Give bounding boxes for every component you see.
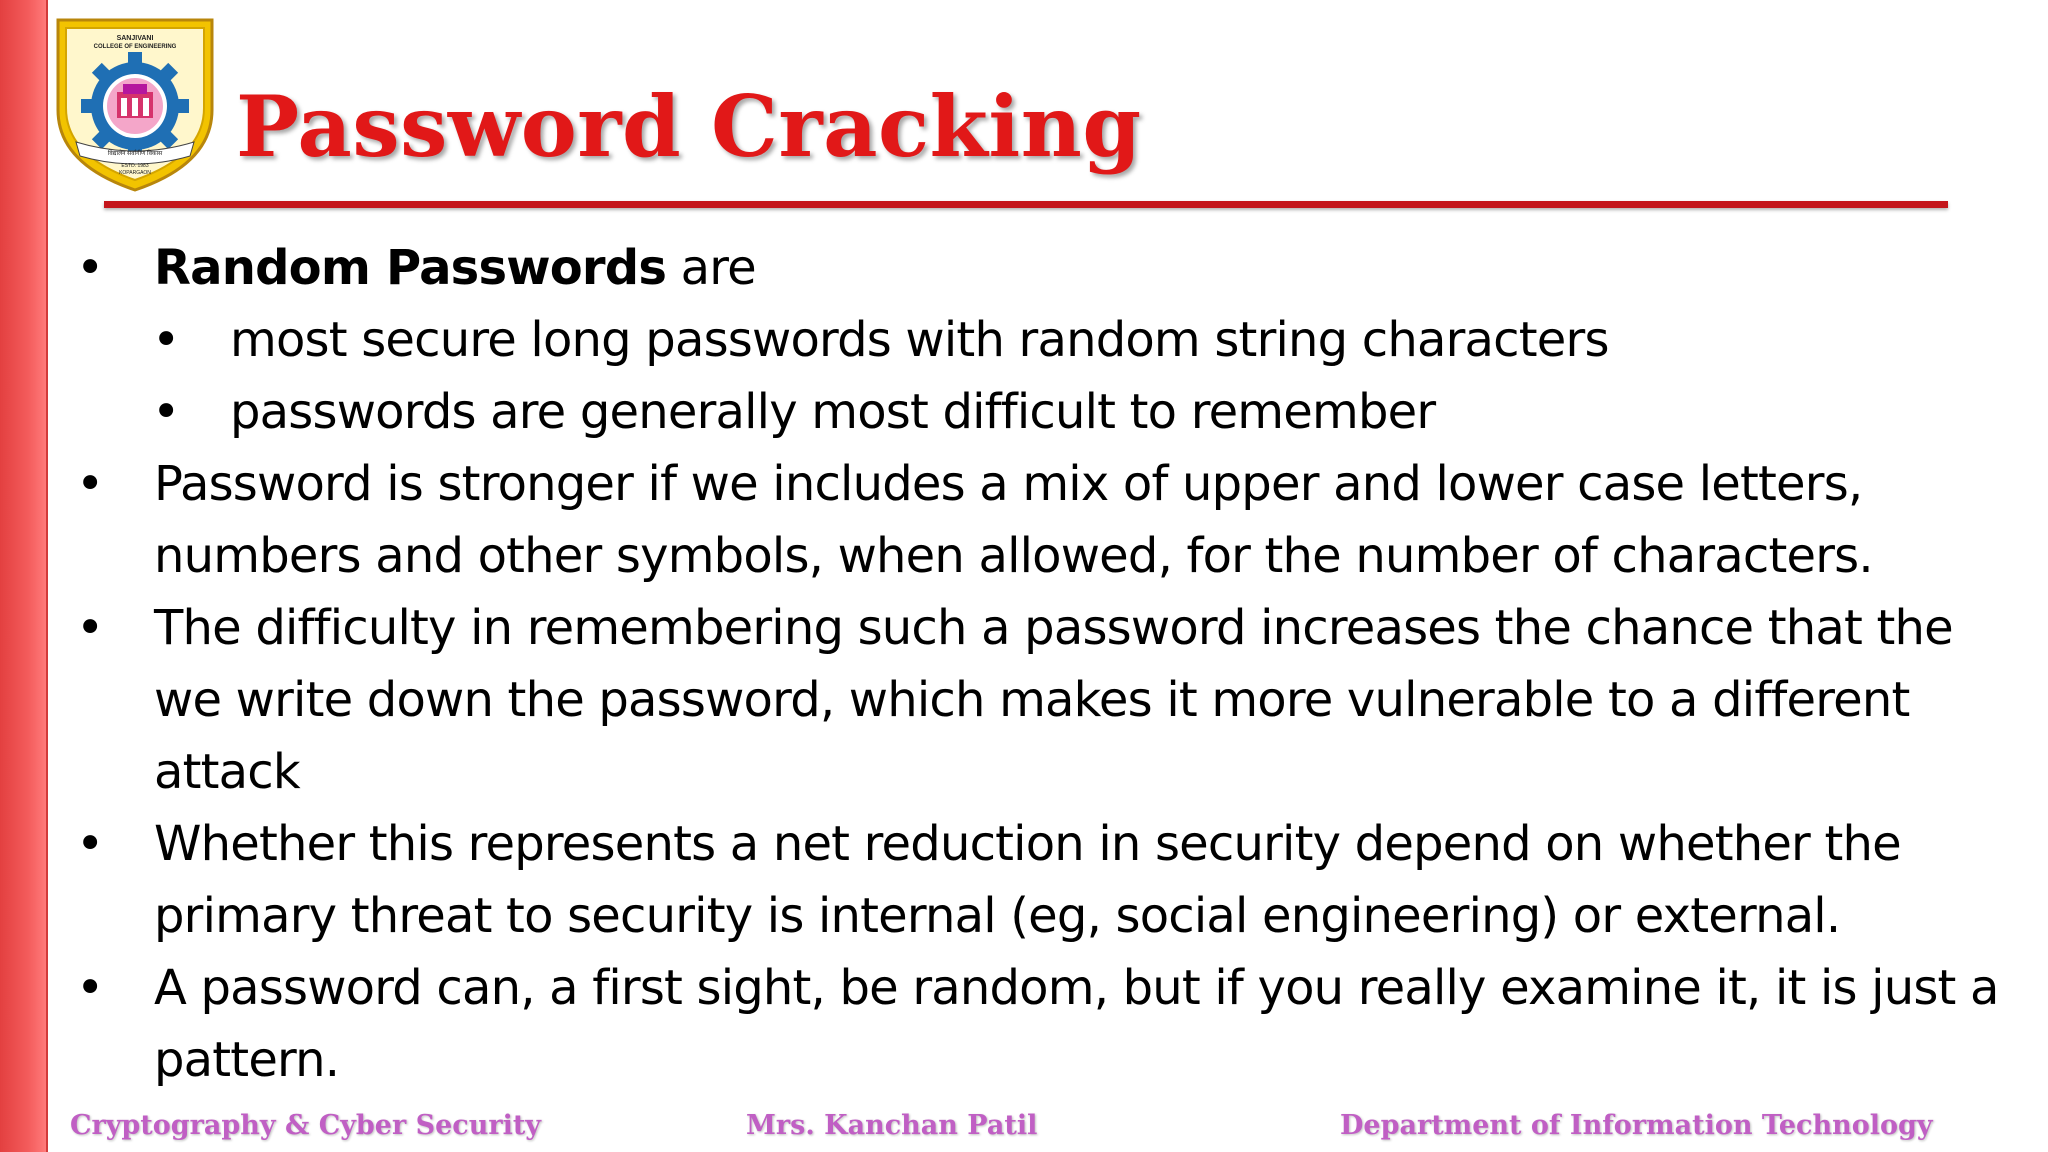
svg-text:KOPARGAON: KOPARGAON	[119, 170, 151, 176]
svg-text:COLLEGE OF ENGINEERING: COLLEGE OF ENGINEERING	[93, 44, 177, 50]
svg-text:SANJIVANI: SANJIVANI	[116, 35, 154, 42]
bullet-item: • A password can, a first sight, be random, but if you really examine it, it is just a pattern.	[60, 952, 2020, 1096]
footer-course: Cryptography & Cyber Security	[70, 1110, 541, 1141]
sub-bullet-item: • most secure long passwords with random string characters	[60, 304, 2020, 376]
college-logo	[50, 14, 220, 194]
bullet-lead: Random Passwords	[154, 240, 667, 296]
slide-title: Password Cracking	[236, 77, 1142, 176]
svg-text:ESTD. 1983: ESTD. 1983	[121, 163, 149, 169]
title-divider	[104, 201, 1948, 208]
left-accent-bar	[0, 0, 48, 1152]
svg-text:विद्यालेन सर्वांगीण विकास: विद्यालेन सर्वांगीण विकास	[107, 151, 163, 157]
bullet-item: • Whether this represents a net reduction in security depend on whether the primary threat to security is internal (eg, social engineering) or external.	[60, 808, 2020, 952]
slide-body	[60, 232, 2020, 1096]
college-logo-icon	[50, 14, 220, 194]
slide-footer	[0, 1110, 2048, 1146]
footer-author: Mrs. Kanchan Patil	[746, 1110, 1038, 1141]
bullet-item: • Password is stronger if we includes a mix of upper and lower case letters, numbers and other symbols, when allowed, for the number of characters.	[60, 448, 2020, 592]
footer-department: Department of Information Technology	[1340, 1110, 1933, 1141]
bullet-item: • The difficulty in remembering such a password increases the chance that the we write down the password, which makes it more vulnerable to a different attack	[60, 592, 2020, 808]
bullet-text: are	[666, 240, 756, 296]
sub-bullet-item: • passwords are generally most difficult to remember	[60, 376, 2020, 448]
bullet-item	[60, 232, 2020, 304]
